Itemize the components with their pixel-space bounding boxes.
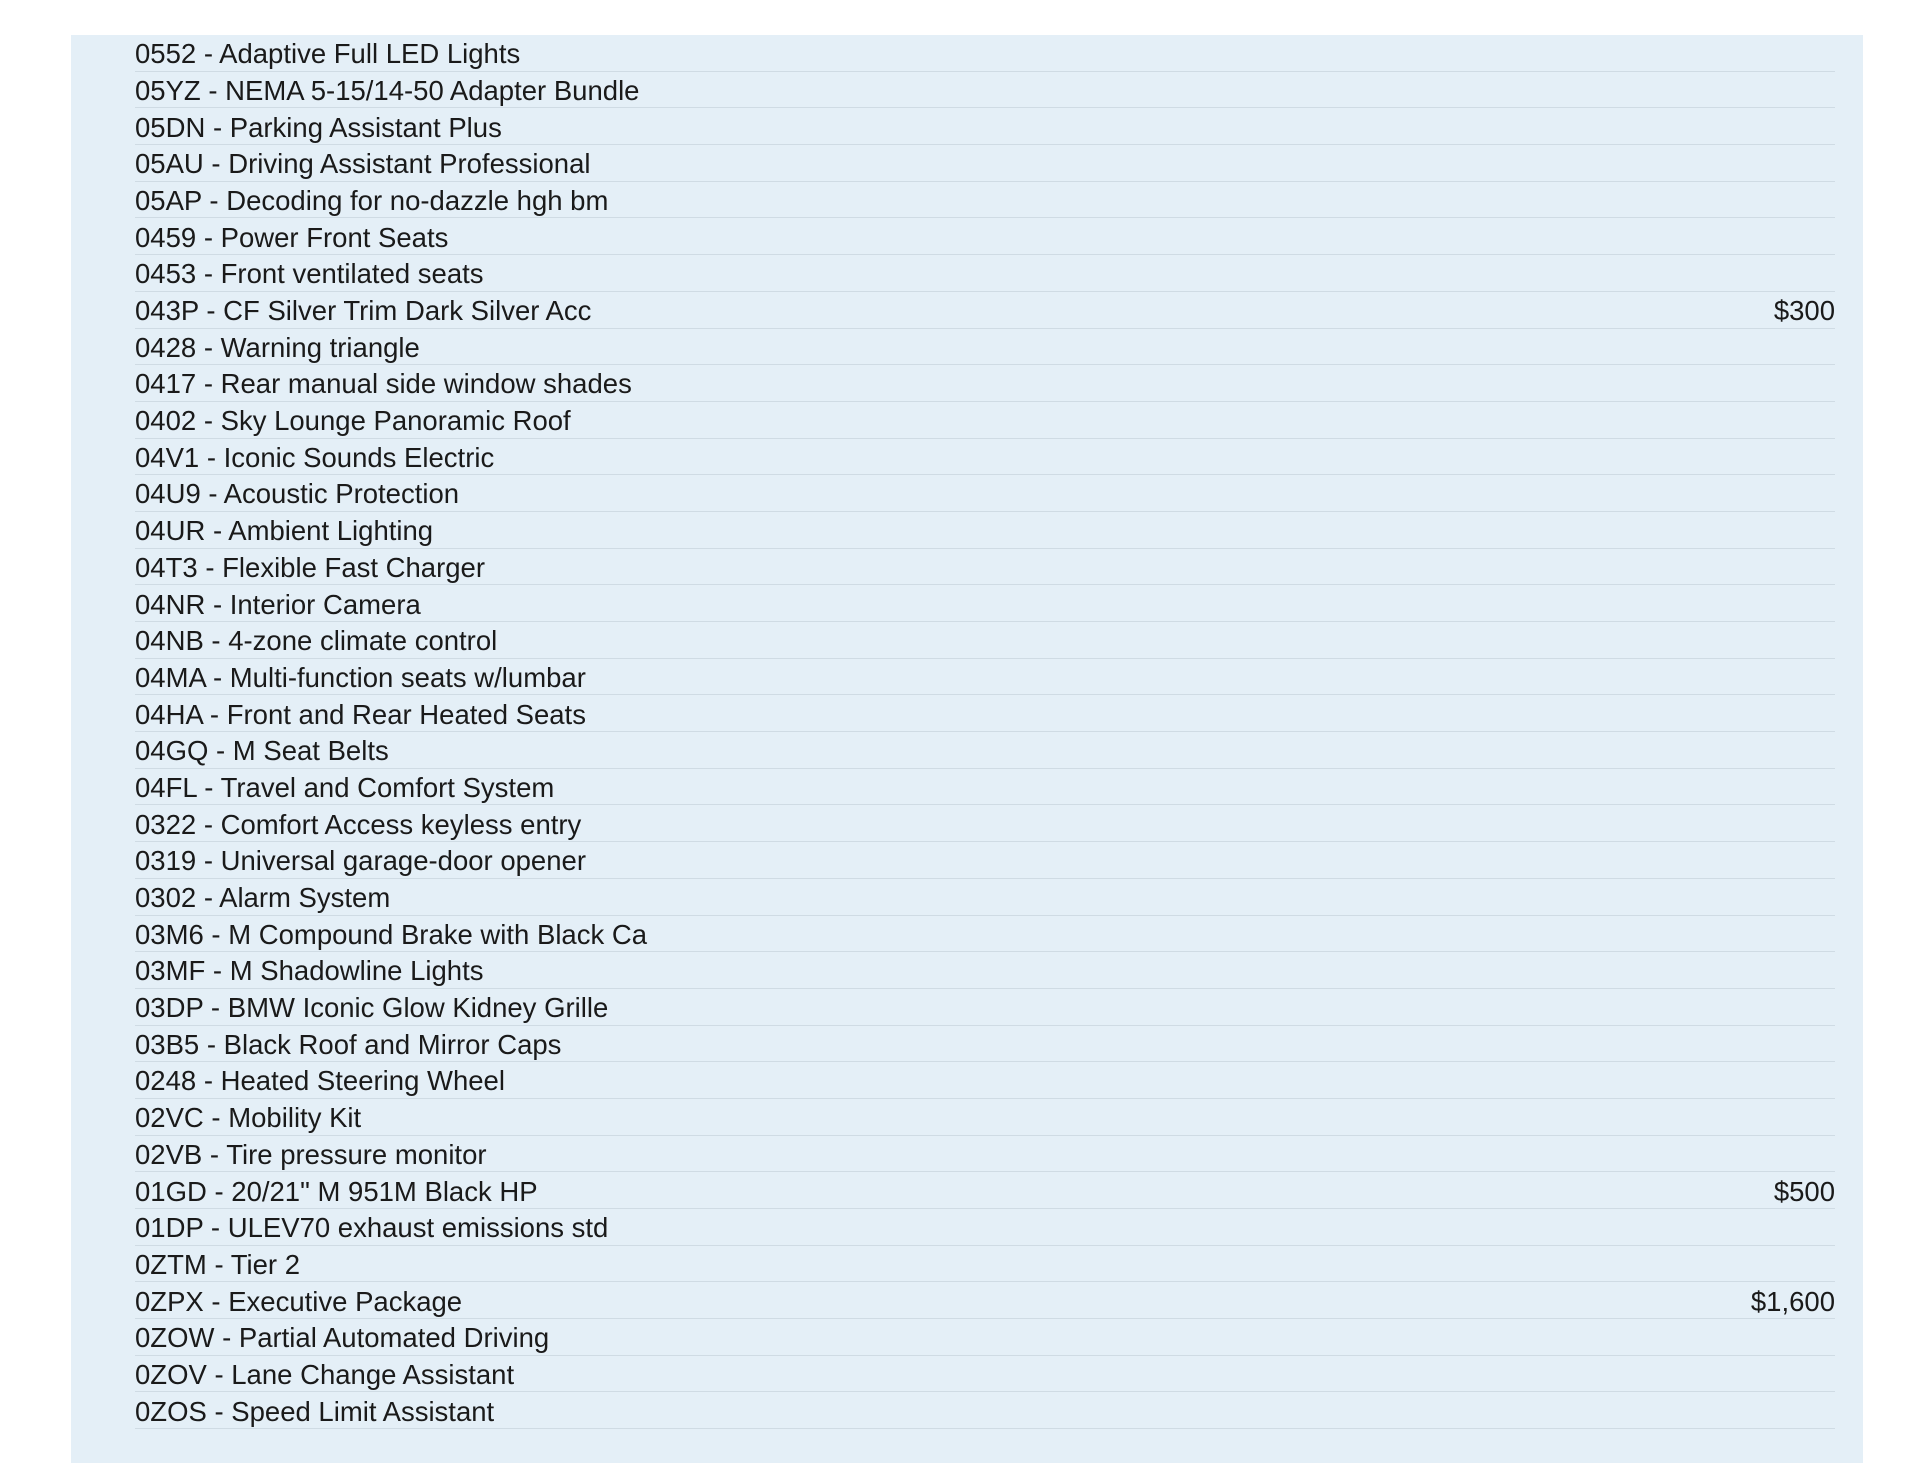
option-row: [135, 182, 1835, 219]
option-row: [135, 1136, 1835, 1173]
option-row: [135, 622, 1835, 659]
option-row: [135, 1282, 1835, 1319]
option-label: 02VC - Mobility Kit: [135, 1102, 362, 1134]
option-row: [135, 585, 1835, 622]
option-label: 05AP - Decoding for no-dazzle hgh bm: [135, 184, 609, 216]
option-price: $300: [1773, 295, 1835, 326]
option-price: $1,600: [1750, 1285, 1835, 1317]
option-label: 03B5 - Black Roof and Mirror Caps: [135, 1028, 562, 1060]
option-row: [135, 989, 1835, 1026]
option-row: [135, 695, 1835, 732]
option-row: [135, 108, 1835, 145]
option-label: 0ZOS - Speed Limit Assistant: [135, 1395, 495, 1427]
option-label: 01DP - ULEV70 exhaust emissions std: [135, 1212, 609, 1244]
option-row: [135, 255, 1835, 292]
option-row: [135, 879, 1835, 916]
option-label: 05DN - Parking Assistant Plus: [135, 111, 502, 143]
option-row: [135, 1026, 1835, 1063]
option-row: [135, 842, 1835, 879]
option-row: [135, 475, 1835, 512]
option-row: [135, 292, 1835, 329]
option-row: [135, 365, 1835, 402]
option-label: 0ZOV - Lane Change Assistant: [135, 1358, 515, 1390]
option-row: [135, 805, 1835, 842]
option-row: [135, 659, 1835, 696]
option-row: [135, 732, 1835, 769]
option-row: [135, 439, 1835, 476]
option-label: 04V1 - Iconic Sounds Electric: [135, 441, 495, 473]
option-label: 0ZOW - Partial Automated Driving: [135, 1322, 550, 1354]
options-list: [135, 35, 1835, 1429]
option-row: [135, 218, 1835, 255]
option-label: 0453 - Front ventilated seats: [135, 258, 484, 290]
option-label: 04HA - Front and Rear Heated Seats: [135, 698, 586, 730]
option-label: 0417 - Rear manual side window shades: [135, 368, 632, 400]
option-label: 02VB - Tire pressure monitor: [135, 1138, 487, 1170]
option-row: [135, 1172, 1835, 1209]
option-label: 0302 - Alarm System: [135, 882, 391, 913]
option-label: 0248 - Heated Steering Wheel: [135, 1065, 505, 1097]
option-row: [135, 1246, 1835, 1283]
option-label: 04NB - 4-zone climate control: [135, 625, 498, 657]
option-row: [135, 916, 1835, 953]
option-row: [135, 72, 1835, 109]
option-row: [135, 549, 1835, 586]
option-label: 0402 - Sky Lounge Panoramic Roof: [135, 405, 571, 437]
option-label: 0459 - Power Front Seats: [135, 221, 449, 253]
option-label: 04GQ - M Seat Belts: [135, 735, 389, 767]
option-label: 04FL - Travel and Comfort System: [135, 771, 555, 803]
option-row: [135, 1099, 1835, 1136]
option-label: 04NR - Interior Camera: [135, 588, 421, 620]
option-label: 0428 - Warning triangle: [135, 331, 420, 363]
option-label: 0319 - Universal garage-door opener: [135, 845, 586, 877]
option-label: 04MA - Multi-function seats w/lumbar: [135, 661, 586, 693]
option-row: [135, 952, 1835, 989]
option-label: 0322 - Comfort Access keyless entry: [135, 808, 582, 840]
option-label: 05AU - Driving Assistant Professional: [135, 148, 591, 180]
option-row: [135, 1319, 1835, 1356]
option-label: 03DP - BMW Iconic Glow Kidney Grille: [135, 992, 609, 1024]
option-row: [135, 1209, 1835, 1246]
option-row: [135, 329, 1835, 366]
option-row: [135, 1062, 1835, 1099]
option-row: [135, 512, 1835, 549]
option-row: [135, 769, 1835, 806]
option-label: 04U9 - Acoustic Protection: [135, 478, 460, 510]
option-row: [135, 402, 1835, 439]
option-price: $500: [1773, 1175, 1835, 1207]
option-label: 0552 - Adaptive Full LED Lights: [135, 38, 521, 70]
option-label: 04UR - Ambient Lighting: [135, 515, 434, 547]
option-label: 01GD - 20/21" M 951M Black HP: [135, 1175, 538, 1207]
option-row: [135, 145, 1835, 182]
option-label: 03M6 - M Compound Brake with Black Ca: [135, 918, 648, 950]
option-label: 0ZTM - Tier 2: [135, 1248, 301, 1280]
option-row: [135, 1356, 1835, 1393]
option-label: 03MF - M Shadowline Lights: [135, 955, 484, 987]
option-label: 04T3 - Flexible Fast Charger: [135, 551, 485, 583]
option-row: [135, 1392, 1835, 1429]
option-label: 043P - CF Silver Trim Dark Silver Acc: [135, 295, 592, 326]
option-label: 0ZPX - Executive Package: [135, 1285, 463, 1317]
option-row: [135, 35, 1835, 72]
option-label: 05YZ - NEMA 5-15/14-50 Adapter Bundle: [135, 74, 640, 106]
